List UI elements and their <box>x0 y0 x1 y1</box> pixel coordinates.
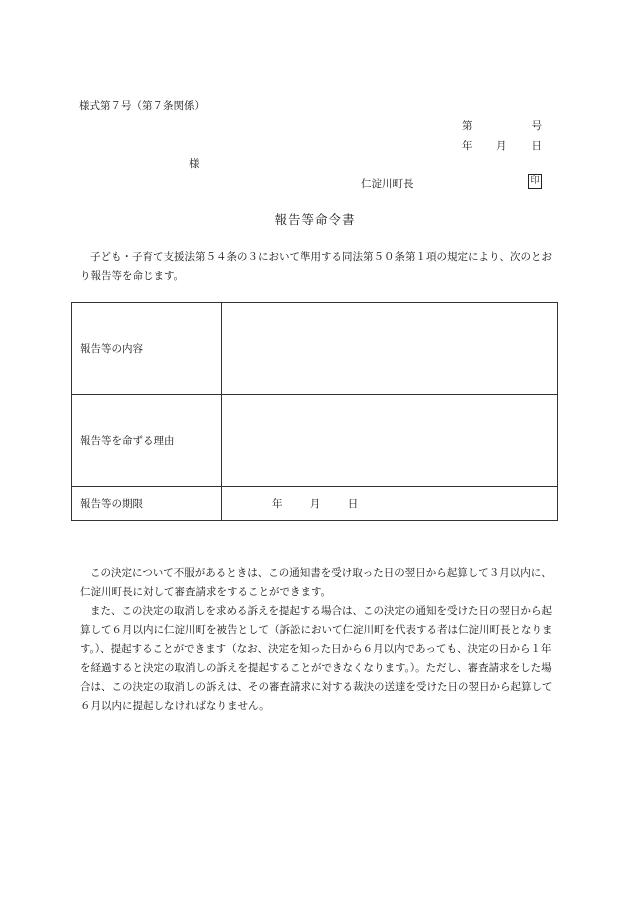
intro-paragraph: 子ども・子育て支援法第５４条の３において準用する同法第５０条第１項の規定により、次のとおり報告等を命じます。 <box>80 251 552 282</box>
table-row <box>72 303 558 395</box>
document-title: 報告等命令書 <box>274 212 356 227</box>
row-value-content <box>222 303 558 395</box>
number-suffix: 号 <box>531 120 542 132</box>
row-value-deadline <box>222 487 558 521</box>
issuer-name: 仁淀川町長 <box>361 178 414 190</box>
deadline-year: 年 <box>272 498 283 510</box>
deadline-month: 月 <box>309 498 321 510</box>
row-label-reason: 報告等を命ずる理由 <box>72 395 222 487</box>
deadline-day: 日 <box>347 498 359 510</box>
row-label-content: 報告等の内容 <box>72 303 222 395</box>
row-label-deadline: 報告等の期限 <box>72 487 222 521</box>
order-table <box>71 302 558 521</box>
seal-mark: 印 <box>528 174 542 189</box>
addressee-suffix: 様 <box>189 158 200 170</box>
date-month: 月 <box>496 140 507 152</box>
notice-paragraph-1: この決定について不服があるときは、この通知書を受け取った日の翌日から起算して３月以内に、仁淀川町長に対して審査請求をすることができます。 <box>80 567 552 598</box>
notice-paragraph-2: また、この決定の取消しを求める訴えを提起する場合は、この決定の通知を受けた日の翌日から起算して６月以内に仁淀川町を被告として（訴訟において仁淀川町を代表する者は仁淀川町長となります。）、提起することができます（なお、決定を知った日から６月以内であっても、決定の日から１年を経過すると決定の取消しの訴えを提起することができなくなります。）。ただし、審査請求をした場合は、この決定の取消しの訴えは、その審査請求に対する裁決の送達を受けた日の翌日から起算して６月以内に提起しなければなりません。 <box>80 605 553 712</box>
date-day: 日 <box>531 140 542 152</box>
row-value-reason <box>222 395 558 487</box>
number-prefix: 第 <box>462 120 473 132</box>
date-year: 年 <box>462 140 473 152</box>
form-number: 様式第７号（第７条関係） <box>79 100 205 112</box>
table-row <box>72 395 558 487</box>
table-row <box>72 487 558 521</box>
appeal-notice <box>80 564 556 716</box>
